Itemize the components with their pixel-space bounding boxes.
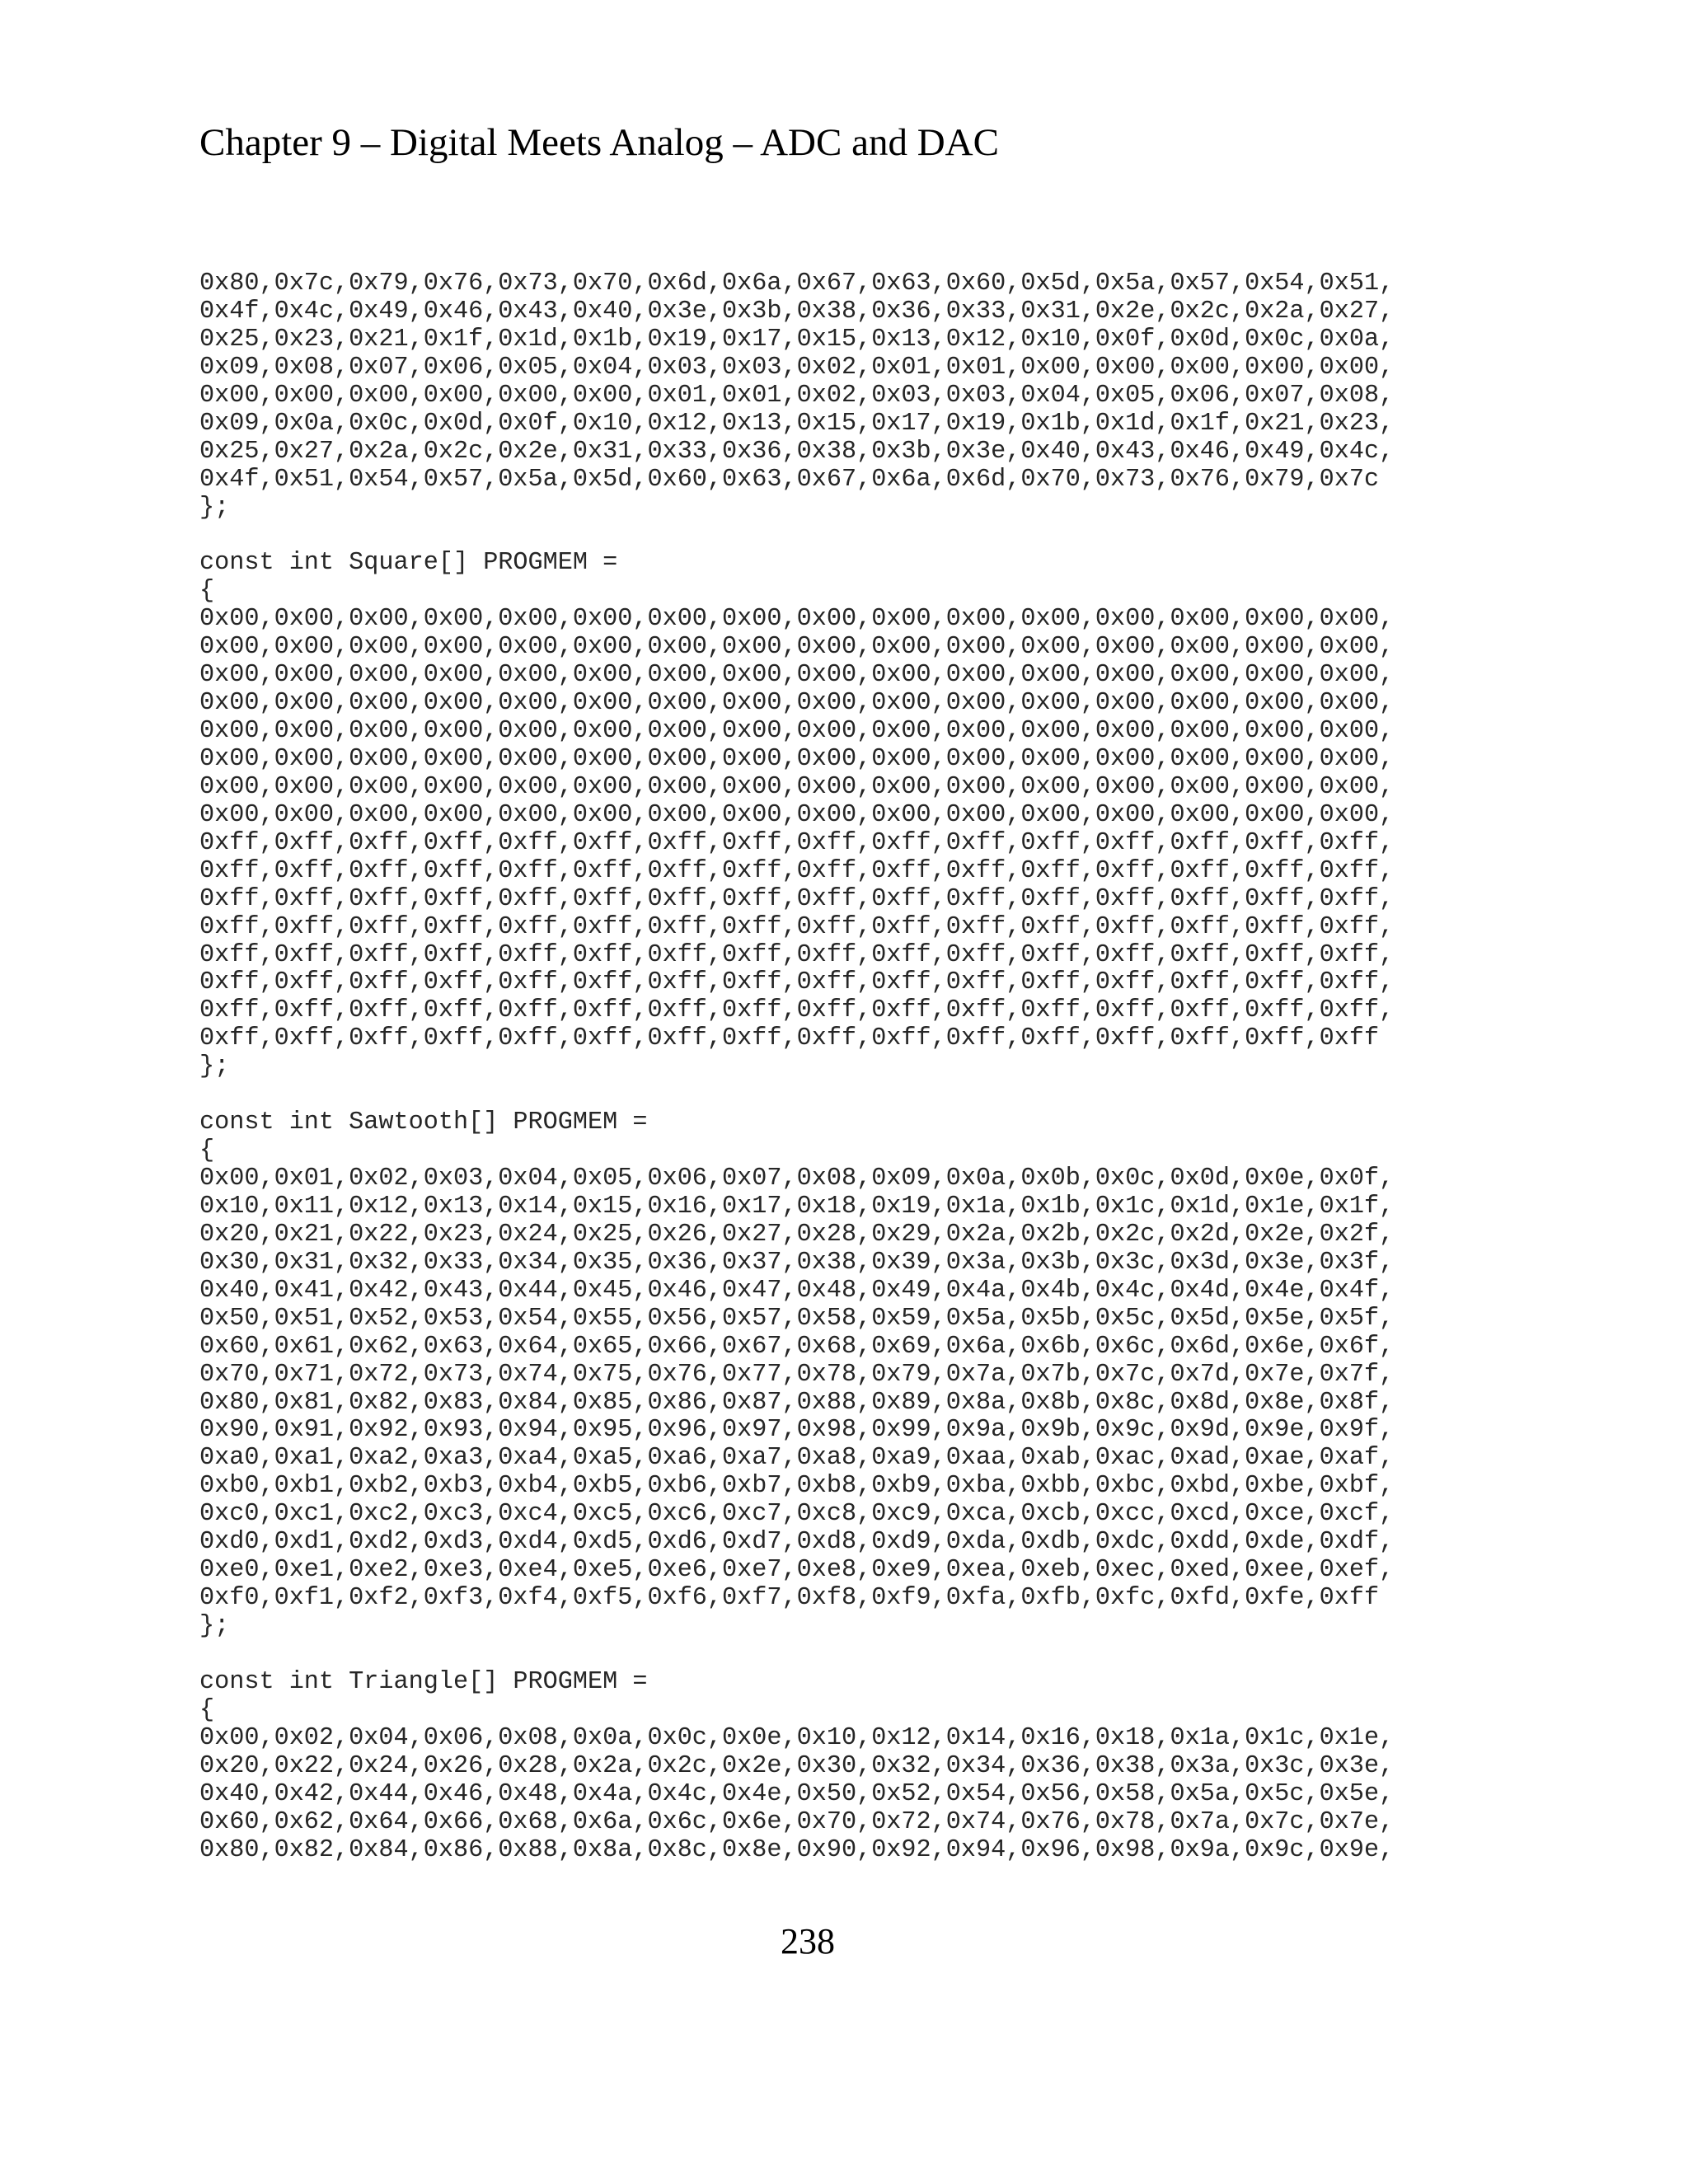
code-line: 0x25,0x23,0x21,0x1f,0x1d,0x1b,0x19,0x17,0x15,0x13,0x12,0x10,0x0f,0x0d,0x0c,0x0a, [199, 325, 1395, 354]
code-line: 0xa0,0xa1,0xa2,0xa3,0xa4,0xa5,0xa6,0xa7,0xa8,0xa9,0xaa,0xab,0xac,0xad,0xae,0xaf, [199, 1444, 1395, 1473]
code-line: 0x00,0x00,0x00,0x00,0x00,0x00,0x00,0x00,0x00,0x00,0x00,0x00,0x00,0x00,0x00,0x00, [199, 717, 1395, 745]
code-line: const int Sawtooth[] PROGMEM = [199, 1108, 648, 1137]
page-number: 238 [781, 1921, 835, 1961]
code-line: 0x60,0x61,0x62,0x63,0x64,0x65,0x66,0x67,0x68,0x69,0x6a,0x6b,0x6c,0x6d,0x6e,0x6f, [199, 1332, 1395, 1361]
code-line: 0x00,0x00,0x00,0x00,0x00,0x00,0x00,0x00,0x00,0x00,0x00,0x00,0x00,0x00,0x00,0x00, [199, 661, 1395, 690]
code-line: 0x20,0x22,0x24,0x26,0x28,0x2a,0x2c,0x2e,0x30,0x32,0x34,0x36,0x38,0x3a,0x3c,0x3e, [199, 1751, 1395, 1780]
code-line: 0x09,0x08,0x07,0x06,0x05,0x04,0x03,0x03,0x02,0x01,0x01,0x00,0x00,0x00,0x00,0x00, [199, 353, 1395, 382]
code-line: 0x00,0x00,0x00,0x00,0x00,0x00,0x00,0x00,0x00,0x00,0x00,0x00,0x00,0x00,0x00,0x00, [199, 744, 1395, 773]
code-line: }; [199, 493, 230, 522]
code-line: 0x00,0x01,0x02,0x03,0x04,0x05,0x06,0x07,0x08,0x09,0x0a,0x0b,0x0c,0x0d,0x0e,0x0f, [199, 1165, 1395, 1193]
code-line [199, 1081, 1394, 1109]
code-line [199, 1641, 1394, 1669]
code-line: const int Triangle[] PROGMEM = [199, 1667, 648, 1696]
code-line: 0xff,0xff,0xff,0xff,0xff,0xff,0xff,0xff,0xff,0xff,0xff,0xff,0xff,0xff,0xff,0xff, [199, 884, 1395, 913]
code-line: 0xe0,0xe1,0xe2,0xe3,0xe4,0xe5,0xe6,0xe7,0xe8,0xe9,0xea,0xeb,0xec,0xed,0xee,0xef, [199, 1556, 1395, 1585]
code-line: 0xc0,0xc1,0xc2,0xc3,0xc4,0xc5,0xc6,0xc7,0xc8,0xc9,0xca,0xcb,0xcc,0xcd,0xce,0xcf, [199, 1500, 1395, 1529]
code-line: 0xf0,0xf1,0xf2,0xf3,0xf4,0xf5,0xf6,0xf7,0xf8,0xf9,0xfa,0xfb,0xfc,0xfd,0xfe,0xff [199, 1584, 1380, 1613]
code-line: 0x10,0x11,0x12,0x13,0x14,0x15,0x16,0x17,0x18,0x19,0x1a,0x1b,0x1c,0x1d,0x1e,0x1f, [199, 1192, 1395, 1221]
code-line: 0x25,0x27,0x2a,0x2c,0x2e,0x31,0x33,0x36,0x38,0x3b,0x3e,0x40,0x43,0x46,0x49,0x4c, [199, 437, 1395, 466]
code-line: 0x00,0x00,0x00,0x00,0x00,0x00,0x01,0x01,0x02,0x03,0x03,0x04,0x05,0x06,0x07,0x08, [199, 381, 1395, 410]
code-line: 0x80,0x82,0x84,0x86,0x88,0x8a,0x8c,0x8e,0x90,0x92,0x94,0x96,0x98,0x9a,0x9c,0x9e, [199, 1835, 1395, 1864]
code-line: { [199, 1137, 215, 1165]
code-line: 0x50,0x51,0x52,0x53,0x54,0x55,0x56,0x57,0x58,0x59,0x5a,0x5b,0x5c,0x5d,0x5e,0x5f, [199, 1304, 1395, 1333]
code-line: 0xff,0xff,0xff,0xff,0xff,0xff,0xff,0xff,0xff,0xff,0xff,0xff,0xff,0xff,0xff,0xff, [199, 828, 1395, 857]
code-line: 0x70,0x71,0x72,0x73,0x74,0x75,0x76,0x77,0x78,0x79,0x7a,0x7b,0x7c,0x7d,0x7e,0x7f, [199, 1360, 1395, 1389]
code-line: 0x00,0x02,0x04,0x06,0x08,0x0a,0x0c,0x0e,0x10,0x12,0x14,0x16,0x18,0x1a,0x1c,0x1e, [199, 1723, 1395, 1752]
code-line: 0x4f,0x4c,0x49,0x46,0x43,0x40,0x3e,0x3b,0x38,0x36,0x33,0x31,0x2e,0x2c,0x2a,0x27, [199, 297, 1395, 326]
code-line: 0xff,0xff,0xff,0xff,0xff,0xff,0xff,0xff,0xff,0xff,0xff,0xff,0xff,0xff,0xff,0xff, [199, 940, 1395, 969]
code-line: 0x40,0x42,0x44,0x46,0x48,0x4a,0x4c,0x4e,0x50,0x52,0x54,0x56,0x58,0x5a,0x5c,0x5e, [199, 1779, 1395, 1808]
code-line: 0xd0,0xd1,0xd2,0xd3,0xd4,0xd5,0xd6,0xd7,0xd8,0xd9,0xda,0xdb,0xdc,0xdd,0xde,0xdf, [199, 1528, 1395, 1557]
code-line: { [199, 577, 215, 606]
code-line: 0x80,0x81,0x82,0x83,0x84,0x85,0x86,0x87,0x88,0x89,0x8a,0x8b,0x8c,0x8d,0x8e,0x8f, [199, 1388, 1395, 1417]
code-line: 0x30,0x31,0x32,0x33,0x34,0x35,0x36,0x37,0x38,0x39,0x3a,0x3b,0x3c,0x3d,0x3e,0x3f, [199, 1248, 1395, 1277]
code-line: }; [199, 1052, 230, 1081]
code-line: 0x60,0x62,0x64,0x66,0x68,0x6a,0x6c,0x6e,0x70,0x72,0x74,0x76,0x78,0x7a,0x7c,0x7e, [199, 1807, 1395, 1836]
code-line: 0x00,0x00,0x00,0x00,0x00,0x00,0x00,0x00,0x00,0x00,0x00,0x00,0x00,0x00,0x00,0x00, [199, 689, 1395, 718]
code-line: 0xb0,0xb1,0xb2,0xb3,0xb4,0xb5,0xb6,0xb7,0xb8,0xb9,0xba,0xbb,0xbc,0xbd,0xbe,0xbf, [199, 1472, 1395, 1501]
code-line: }; [199, 1612, 230, 1640]
code-line: 0x00,0x00,0x00,0x00,0x00,0x00,0x00,0x00,0x00,0x00,0x00,0x00,0x00,0x00,0x00,0x00, [199, 772, 1395, 801]
code-line: const int Square[] PROGMEM = [199, 549, 618, 578]
chapter-title: Chapter 9 – Digital Meets Analog – ADC and DAC [199, 121, 999, 164]
code-line: 0xff,0xff,0xff,0xff,0xff,0xff,0xff,0xff,0xff,0xff,0xff,0xff,0xff,0xff,0xff,0xff, [199, 856, 1395, 885]
code-line: 0x00,0x00,0x00,0x00,0x00,0x00,0x00,0x00,0x00,0x00,0x00,0x00,0x00,0x00,0x00,0x00, [199, 605, 1395, 634]
code-line: 0xff,0xff,0xff,0xff,0xff,0xff,0xff,0xff,0xff,0xff,0xff,0xff,0xff,0xff,0xff,0xff, [199, 968, 1395, 997]
code-line [199, 522, 1394, 550]
code-line: 0x4f,0x51,0x54,0x57,0x5a,0x5d,0x60,0x63,0x67,0x6a,0x6d,0x70,0x73,0x76,0x79,0x7c [199, 465, 1380, 494]
code-line: 0x90,0x91,0x92,0x93,0x94,0x95,0x96,0x97,0x98,0x99,0x9a,0x9b,0x9c,0x9d,0x9e,0x9f, [199, 1416, 1395, 1445]
code-line: { [199, 1695, 215, 1724]
code-line: 0x40,0x41,0x42,0x43,0x44,0x45,0x46,0x47,0x48,0x49,0x4a,0x4b,0x4c,0x4d,0x4e,0x4f, [199, 1276, 1395, 1305]
code-line: 0x80,0x7c,0x79,0x76,0x73,0x70,0x6d,0x6a,0x67,0x63,0x60,0x5d,0x5a,0x57,0x54,0x51, [199, 269, 1395, 298]
code-line: 0xff,0xff,0xff,0xff,0xff,0xff,0xff,0xff,0xff,0xff,0xff,0xff,0xff,0xff,0xff,0xff, [199, 996, 1395, 1025]
code-line: 0xff,0xff,0xff,0xff,0xff,0xff,0xff,0xff,0xff,0xff,0xff,0xff,0xff,0xff,0xff,0xff, [199, 912, 1395, 941]
code-line: 0x00,0x00,0x00,0x00,0x00,0x00,0x00,0x00,0x00,0x00,0x00,0x00,0x00,0x00,0x00,0x00, [199, 800, 1395, 829]
code-line: 0x09,0x0a,0x0c,0x0d,0x0f,0x10,0x12,0x13,0x15,0x17,0x19,0x1b,0x1d,0x1f,0x21,0x23, [199, 409, 1395, 438]
code-line: 0x00,0x00,0x00,0x00,0x00,0x00,0x00,0x00,0x00,0x00,0x00,0x00,0x00,0x00,0x00,0x00, [199, 633, 1395, 662]
code-line: 0x20,0x21,0x22,0x23,0x24,0x25,0x26,0x27,0x28,0x29,0x2a,0x2b,0x2c,0x2d,0x2e,0x2f, [199, 1220, 1395, 1249]
code-line: 0xff,0xff,0xff,0xff,0xff,0xff,0xff,0xff,0xff,0xff,0xff,0xff,0xff,0xff,0xff,0xff [199, 1024, 1380, 1053]
code-listing [199, 270, 1394, 1864]
